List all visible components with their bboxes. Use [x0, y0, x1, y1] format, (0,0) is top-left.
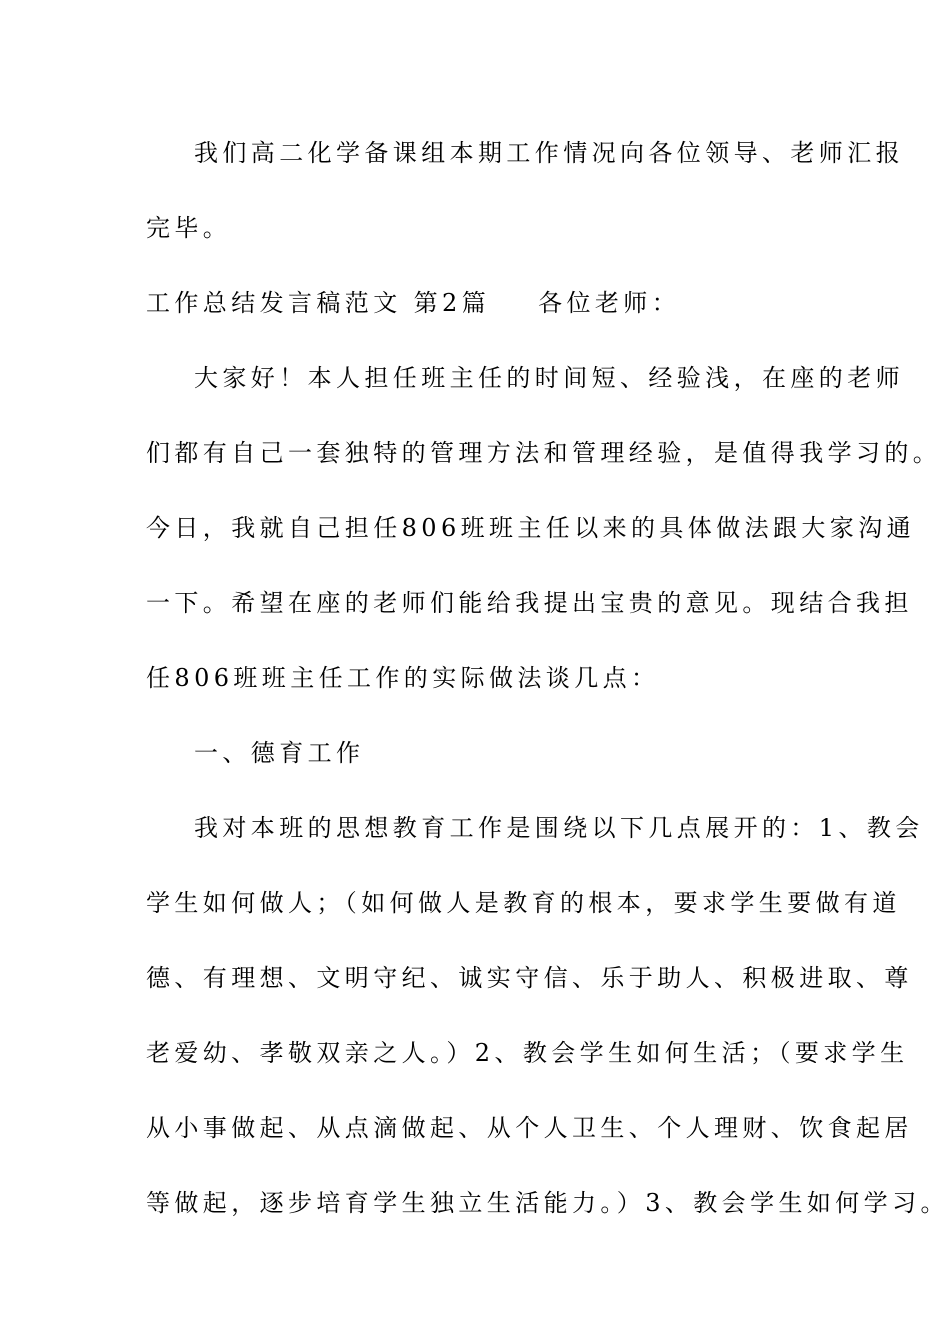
paragraph-line: 我们高二化学备课组本期工作情况向各位领导、老师汇报 [194, 139, 904, 167]
paragraph-line: 老爱幼、孝敬双亲之人。）2、教会学生如何生活；（要求学生 [146, 1039, 909, 1067]
paragraph-line: 一下。希望在座的老师们能给我提出宝贵的意见。现结合我担 [146, 589, 913, 617]
subsection-title: 一、德育工作 [194, 739, 365, 767]
section-title: 工作总结发言稿范文 第2篇 [146, 289, 491, 317]
paragraph-line: 德、有理想、文明守纪、诚实守信、乐于助人、积极进取、尊 [146, 964, 913, 992]
paragraph-line: 们都有自己一套独特的管理方法和管理经验，是值得我学习的。 [146, 439, 942, 467]
paragraph-line: 学生如何做人；（如何做人是教育的根本，要求学生要做有道 [146, 889, 901, 917]
paragraph-line: 我对本班的思想教育工作是围绕以下几点展开的：1、教会 [194, 814, 924, 842]
section-heading-line [146, 288, 680, 318]
paragraph-line: 任806班班主任工作的实际做法谈几点： [146, 664, 660, 692]
paragraph-line: 今日，我就自己担任806班班主任以来的具体做法跟大家沟通 [146, 514, 916, 542]
salutation: 各位老师： [538, 289, 681, 317]
paragraph-line: 等做起，逐步培育学生独立生活能力。）3、教会学生如何学习。 [146, 1189, 949, 1217]
paragraph-line: 完毕。 [146, 214, 232, 242]
paragraph-line: 从小事做起、从点滴做起、从个人卫生、个人理财、饮食起居 [146, 1114, 913, 1142]
paragraph-line: 大家好！本人担任班主任的时间短、经验浅，在座的老师 [194, 364, 904, 392]
